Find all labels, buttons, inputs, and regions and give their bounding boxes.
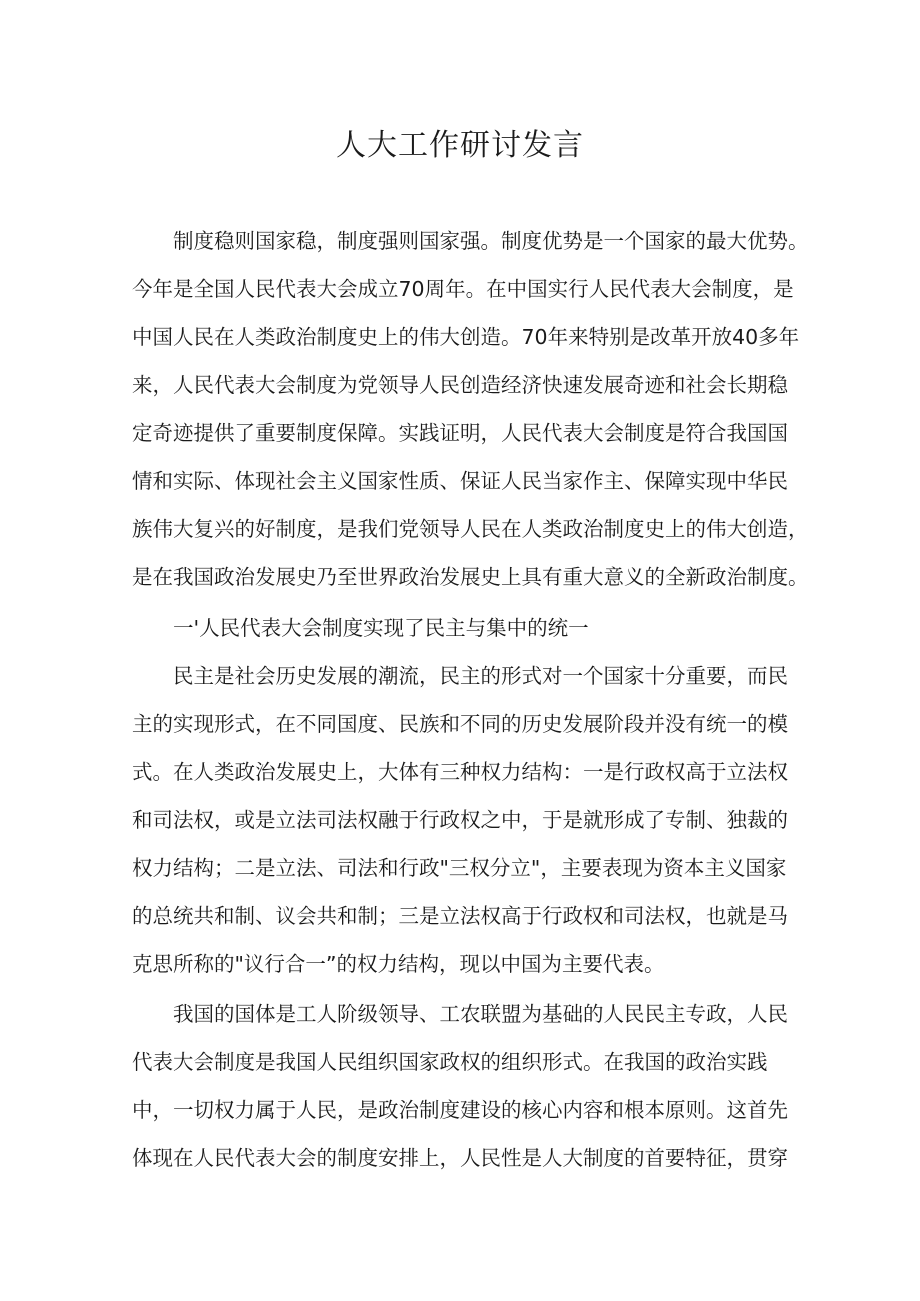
text-line: 中国人民在人类政治制度史上的伟大创造。70年来特别是改革开放40多年: [132, 325, 800, 349]
section-heading: 一'人民代表大会制度实现了民主与集中的统一: [132, 616, 589, 640]
text-line: 主的实现形式，在不同国度、民族和不同的历史发展阶段并没有统一的模: [132, 712, 788, 736]
text-line: 是在我国政治发展史乃至世界政治发展史上具有重大意义的全新政治制度。: [132, 565, 809, 589]
text-line: 民主是社会历史发展的潮流，民主的形式对一个国家十分重要，而民: [132, 664, 788, 688]
document-title: 人大工作研讨发言: [336, 128, 584, 163]
text-line: 和司法权，或是立法司法权融于行政权之中，于是就形成了专制、独裁的: [132, 808, 788, 832]
text-line: 今年是全国人民代表大会成立70周年。在中国实行人民代表大会制度，是: [132, 277, 794, 301]
text-line: 克思所称的"议行合一”的权力结构，现以中国为主要代表。: [132, 952, 665, 976]
text-line: 权力结构；二是立法、司法和行政"三权分立"，主要表现为资本主义国家: [132, 856, 787, 880]
text-line: 制度稳则国家稳，制度强则国家强。制度优势是一个国家的最大优势。: [132, 229, 809, 253]
text-line: 族伟大复兴的好制度，是我们党领导人民在人类政治制度史上的伟大创造，: [132, 517, 809, 541]
text-line: 我国的国体是工人阶级领导、工农联盟为基础的人民民主专政，人民: [132, 1002, 788, 1026]
text-line: 定奇迹提供了重要制度保障。实践证明，人民代表大会制度是符合我国国: [132, 421, 788, 445]
text-line: 式。在人类政治发展史上，大体有三种权力结构：一是行政权高于立法权: [132, 760, 788, 784]
text-line: 来，人民代表大会制度为党领导人民创造经济快速发展奇迹和社会长期稳: [132, 373, 788, 397]
text-line: 的总统共和制、议会共和制；三是立法权高于行政权和司法权，也就是马: [132, 904, 788, 928]
text-line: 中，一切权力属于人民，是政治制度建设的核心内容和根本原则。这首先: [132, 1098, 788, 1122]
text-line: 体现在人民代表大会的制度安排上，人民性是人大制度的首要特征，贯穿: [132, 1146, 788, 1170]
text-line: 情和实际、体现社会主义国家性质、保证人民当家作主、保障实现中华民: [132, 469, 788, 493]
text-line: 代表大会制度是我国人民组织国家政权的组织形式。在我国的政治实践: [132, 1050, 768, 1074]
